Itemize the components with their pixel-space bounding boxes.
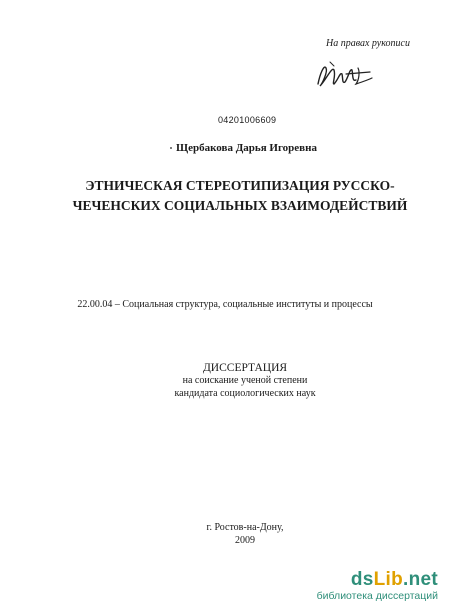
- watermark-caption: библиотека диссертаций: [316, 590, 438, 602]
- place-and-year: [20, 522, 450, 547]
- watermark-logo-net: .net: [403, 569, 438, 590]
- author-name: Щербакова Дарья Игоревна: [176, 142, 317, 154]
- title-line: ЭТНИЧЕСКАЯ СТЕРЕОТИПИЗАЦИЯ РУССКО-: [85, 178, 395, 193]
- specialty-code: 22.00.04 – Социальная структура, социальные институты и процессы: [77, 299, 373, 310]
- degree-line: кандидата социологических наук: [174, 387, 316, 399]
- watermark-logo: [317, 570, 438, 590]
- dissertation-heading: ДИССЕРТАЦИЯ: [202, 362, 288, 374]
- dissertation-title: [30, 176, 450, 216]
- scan-speck: [170, 147, 172, 149]
- title-line: ЧЕЧЕНСКИХ СОЦИАЛЬНЫХ ВЗАИМОДЕЙСТВИЙ: [72, 198, 408, 213]
- manuscript-note: На правах рукописи: [326, 38, 410, 49]
- degree-block: [20, 361, 450, 400]
- city: г. Ростов-на-Дону,: [206, 522, 284, 533]
- handwritten-signature: [312, 54, 376, 94]
- watermark-logo-ds: ds: [350, 569, 374, 590]
- watermark: [317, 570, 438, 603]
- year: 2009: [235, 534, 255, 546]
- degree-line: на соискание ученой степени: [182, 375, 308, 386]
- watermark-logo-lib: Lib: [373, 569, 404, 590]
- registration-number: 04201006609: [218, 115, 277, 125]
